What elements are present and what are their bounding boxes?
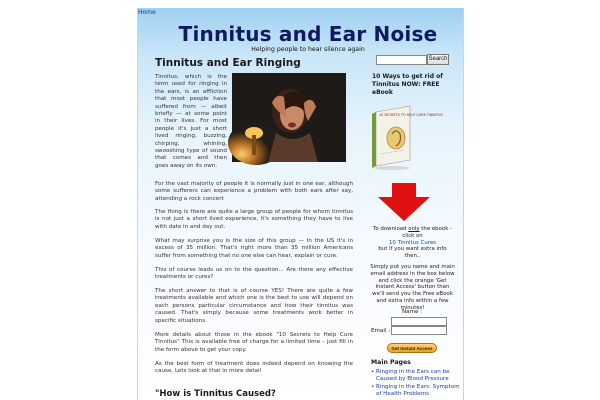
paragraph-more-details: More details about those in the ebook "10 Secrets to Help Cure Tinnitus" This is available free of charge for a limited time – just fill in the form above to get your copy. [155,332,353,353]
nav-home-link[interactable]: Home [138,9,156,16]
paragraph-intro: Tinnitus, which is the term used for ringing in the ears, is an affliction that most people have suffered from — albeit briefly — at some point in their lives. For most people it's just a short lived ringing, buzzing, chirping, whining, swooshing type of sound that comes and then goes away on its own. [155,74,227,169]
site-tagline: Helping people to hear silence again [251,46,365,53]
site-title[interactable]: Tinnitus and Ear Noise [178,22,438,46]
link-10-tinnitus-cures[interactable]: 10 Tinnitus Cures [389,239,436,246]
main-pages-list [371,369,461,399]
main-page-link-health-problems[interactable]: • Ringing in the Ears: Symptom of Health Problems [371,384,460,397]
content-border-left [137,8,138,400]
signup-instructions: Simply put you name and main email address in the box below and click the orange 'Get Instant Access' button then we'll send you the Free eBook and extra info within a few minutes! [370,264,455,311]
get-instant-access-button[interactable]: Get Instant Access [387,343,437,353]
post-title: Tinnitus and Ear Ringing [155,57,301,69]
ebook-cover-image [370,104,443,170]
search-input[interactable] [376,55,427,65]
down-arrow-icon [378,183,430,225]
email-field[interactable] [391,326,447,335]
name-field[interactable] [391,317,447,326]
paragraph-short-answer: The short answer to that is of course YES! There are quite a few treatments available and which one is the best to use will depend on each persons particular circumstance and how their tinnitus was caused. That's simply because some treatments work better in specific situations. [155,288,353,324]
paragraph-size-of-group: What may surprise you is the size of this group — In the US it's in excess of 35 million. That's right more than 35 million Americans suffer from something that no one else can hear, explain or cure. [155,238,353,259]
paragraph-large-group: The thing is there are quite a large group of people for whom tinnitus is not just a short lived experience, it's something they have to live with date in and day out. [155,209,353,230]
hero-image-woman-covering-ears [232,73,346,162]
ebook-cover-graphic [370,104,443,170]
ebook-cover-title: 10 SECRETS TO HELP CURE TINNITUS [379,113,443,117]
search-button[interactable]: Search [427,54,449,65]
download-instructions: To download only the ebook - click on 10 Tinnitus Cures but if you want extra info then.. [373,226,452,260]
content-border-right [463,8,464,400]
sidebar-ebook-title: 10 Ways to get rid of Tinnitus NOW: FREE eBook [372,73,443,96]
main-page-link-blood-pressure[interactable]: • Ringing in the Ears can be Caused by Blood Pressure [371,369,450,382]
email-label: Email : [371,328,391,334]
section-heading-causes: "How is Tinnitus Caused? [155,389,276,399]
hero-image-graphic [232,73,346,162]
name-label: Name : [402,309,423,315]
paragraph-one-ear: For the vast majority of people it is normally just in one ear, although some sufferers can experience a problem with both ears after say, attending a rock concert [155,181,353,202]
paragraph-best-form: As the best form of treatment does indeed depend on knowing the cause, Lets look at that in more detail [155,361,353,375]
paragraph-question: This of course leads us on to the question... Are there any effective treatments or cures? [155,267,353,281]
main-pages-heading: Main Pages [371,359,411,366]
